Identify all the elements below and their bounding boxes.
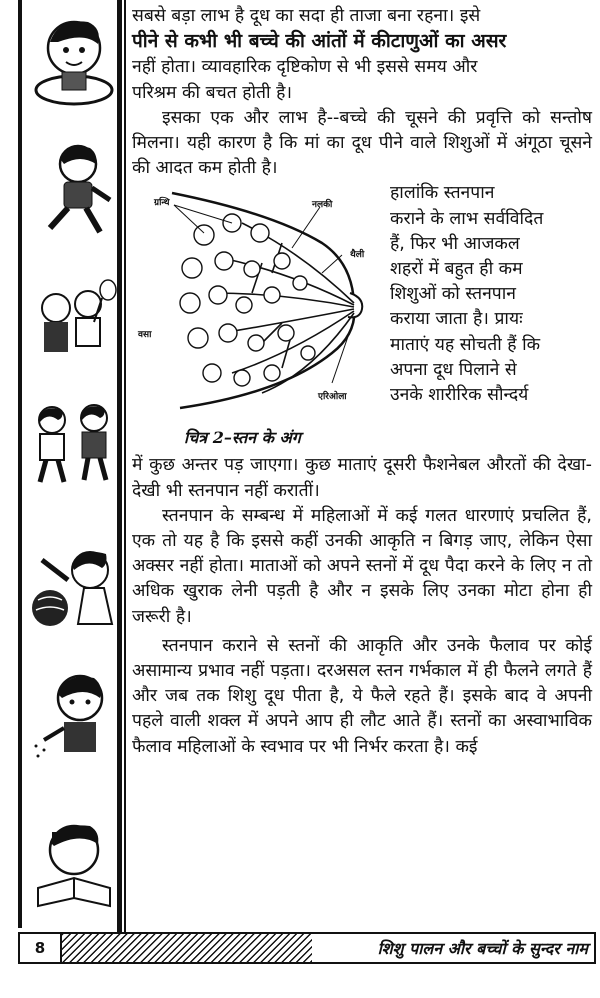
p3-line-2: कराने के लाभ सर्वविदित — [390, 208, 544, 229]
book-title: शिशु पालन और बच्चों के सुन्दर नाम — [377, 939, 588, 958]
label-ducts: नलकी — [312, 200, 333, 211]
p3-line-6: कराया जाता है। प्रायः — [390, 309, 523, 330]
children-playing-icon — [28, 278, 120, 368]
footer-hatch-pattern — [62, 934, 312, 962]
p3-line-9: उनके शारीरिक सौन्दर्य — [390, 385, 529, 406]
child-painting-icon — [28, 668, 120, 768]
paragraph-4: स्तनपान के सम्बन्ध में महिलाओं में कई गलत धारणाएं प्रचलित हैं, एक तो यह है कि इससे कहीं उनकी आकृति न बिगड़ जाए, लेकिन ऐसा अक्सर नहीं होता। माताओं को अपने स्तनों में दूध पैदा करने के लिए न तो अधिक खुराक लेनी पड़ती है और न इसके लिए उनका मोटा होना ही जरूरी है। — [132, 505, 592, 627]
p3-line-1: हालांकि स्तनपान — [390, 183, 495, 204]
p1-line-3: नहीं होता। व्यावहारिक दृष्टिकोण से भी इससे समय और — [132, 57, 478, 78]
p3-line-7: माताएं यह सोचती हैं कि — [390, 334, 541, 355]
column-rule — [117, 0, 122, 932]
p3-line-4: शहरों में बहुत ही कम — [390, 259, 523, 280]
p3-line-5: शिशुओं को स्तनपान — [390, 284, 516, 305]
child-reading-icon — [28, 818, 120, 914]
breast-anatomy-figure — [132, 183, 382, 451]
paragraph-5: स्तनपान कराने से स्तनों की आकृति और उनके फैलाव पर कोई असामान्य प्रभाव नहीं पड़ता। दरअसल स्तन गर्भकाल में ही फैलने लगते हैं और जब तक शिशु दूध पीता है, ये फैले रहते हैं। इसके बाद वे अपनी पहले वाली शक्ल में अपने आप ही लौट आते हैं। स्तनों का अस्वाभाविक फैलाव महिलाओं के स्वभाव पर भी निर्भर करता है। कई — [132, 635, 592, 757]
paragraph-1 — [132, 4, 592, 106]
decorative-sidebar — [18, 0, 122, 928]
child-with-ring-icon — [28, 8, 120, 108]
paragraph-3-end: में कुछ अन्तर पड़ जाएगा। कुछ माताएं दूसरी फैशनेबल औरतों की देखा-देखी भी स्तनपान नहीं करातीं। — [132, 455, 592, 501]
page-footer — [18, 932, 596, 964]
p3-line-3: हैं, फिर भी आजकल — [390, 233, 520, 254]
column-rule-thin — [124, 0, 126, 932]
figure-caption: चित्र 2–स्तन के अंग — [184, 428, 301, 448]
p3-line-8: अपना दूध पिलाने से — [390, 359, 517, 380]
running-child-icon — [28, 138, 120, 238]
paragraph-2: इसका एक और लाभ है--बच्चे की चूसने की प्रवृत्ति को सन्तोष मिलना। यही कारण है कि मां का दूध पीने वाले शिशुओं में अंगूठा चूसने की आदत कम होती है। — [132, 107, 592, 179]
label-fat: वसा — [138, 330, 152, 341]
label-glands: ग्रन्थि — [154, 198, 170, 209]
p1-line-4: परिश्रम की बचत होती है। — [132, 82, 293, 103]
p1-line-2: पीने से कभी भी बच्चे की आंतों में कीटाणुओं का असर — [132, 30, 507, 53]
child-with-bat-icon — [28, 540, 120, 640]
two-boys-walking-icon — [28, 398, 120, 488]
p1-line-1: सबसे बड़ा लाभ है दूध का सदा ही ताजा बना रहना। इसे — [132, 6, 481, 26]
main-text — [132, 4, 592, 760]
page-number: 8 — [20, 934, 62, 962]
label-areola: एरिओला — [318, 392, 347, 403]
label-sac: थैली — [350, 250, 365, 261]
